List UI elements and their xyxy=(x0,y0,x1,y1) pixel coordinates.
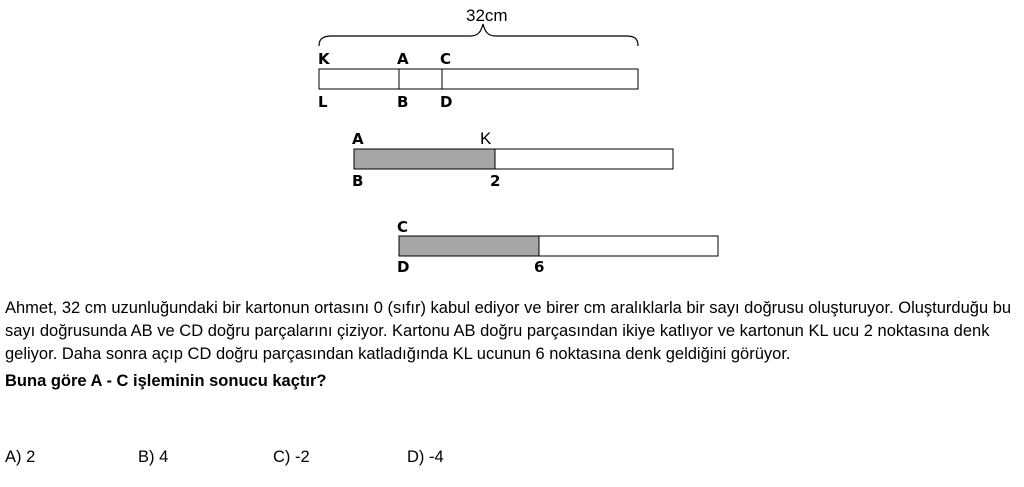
question-block xyxy=(5,297,1020,393)
length-brace xyxy=(319,24,638,46)
label-k-fold: K xyxy=(480,129,492,148)
label-d: D xyxy=(440,93,453,111)
label-k: K xyxy=(318,50,330,68)
label-l: L xyxy=(318,93,328,111)
strip-folded-cd xyxy=(397,218,718,276)
label-b: B xyxy=(397,93,409,111)
label-point-6: 6 xyxy=(534,258,545,276)
option-b[interactable]: B) 4 xyxy=(138,448,169,466)
question-text: Ahmet, 32 cm uzunluğundaki bir kartonun ortasını 0 (sıfır) kabul ediyor ve birer cm aralıklarla bir sayı doğrusu oluşturuyor. Oluşturduğu bu sayı doğrusunda AB ve CD doğru parçalarını çiziyor. Kartonu AB doğru parçasından ikiye katlıyor ve kartonun KL ucu 2 noktasına denk geliyor. Daha sonra açıp CD doğru parçasından katladığında KL ucunun 6 noktasına denk geldiğini görüyor. xyxy=(5,299,1012,363)
option-a[interactable]: A) 2 xyxy=(5,448,36,466)
strip-ab-folded-part xyxy=(354,149,495,169)
label-point-2: 2 xyxy=(490,172,501,190)
label-b-fold: B xyxy=(352,172,364,190)
label-c: C xyxy=(440,50,452,68)
strip-original-rect xyxy=(319,69,638,89)
length-label: 32cm xyxy=(466,6,508,25)
option-c[interactable]: C) -2 xyxy=(273,448,310,466)
label-c-fold: C xyxy=(397,218,409,236)
strip-original xyxy=(318,50,638,111)
question-prompt: Buna göre A - C işleminin sonucu kaçtır? xyxy=(5,372,327,390)
strip-folded-ab xyxy=(352,129,673,190)
strip-cd-folded-part xyxy=(399,236,539,256)
answer-options xyxy=(5,448,705,472)
label-a-fold: A xyxy=(352,130,364,148)
option-d[interactable]: D) -4 xyxy=(407,448,444,466)
label-a: A xyxy=(397,50,409,68)
label-d-fold: D xyxy=(397,258,410,276)
